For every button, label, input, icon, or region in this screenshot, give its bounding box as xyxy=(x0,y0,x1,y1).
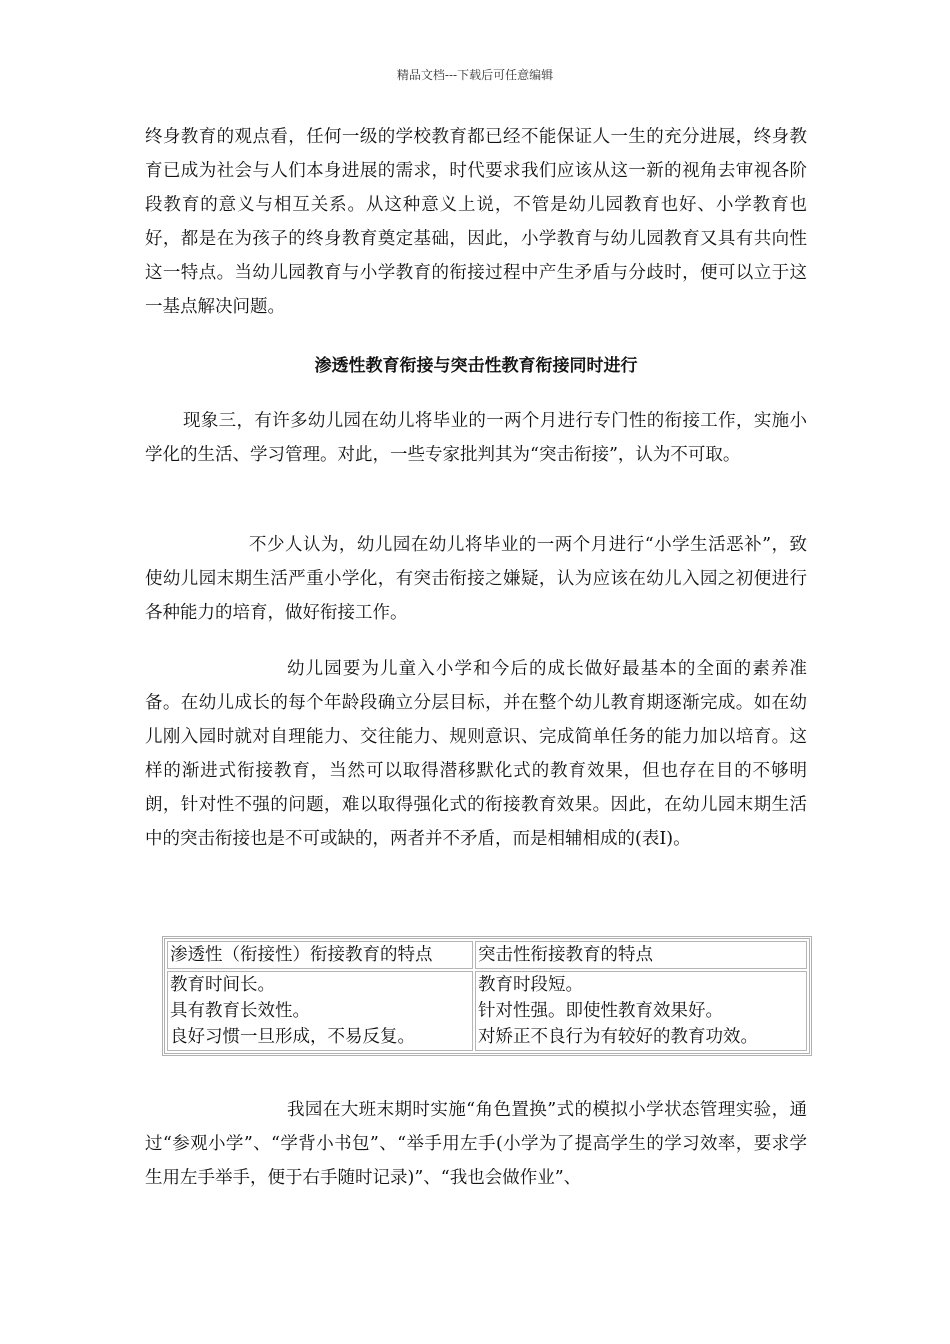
paragraph-phenomenon-three: 现象三，有许多幼儿园在幼儿将毕业的一两个月进行专门性的衔接工作，实施小学化的生活、学习管理。对此，一些专家批判其为“突击衔接”，认为不可取。 xyxy=(145,411,807,465)
table-cell xyxy=(475,971,807,1051)
table-cell xyxy=(167,971,473,1051)
table-header-row xyxy=(167,941,807,969)
section-heading: 渗透性教育衔接与突击性教育衔接同时进行 xyxy=(314,356,638,376)
cell-line: 教育时段短。 xyxy=(478,975,583,995)
paragraph-opinion: 不少人认为，幼儿园在幼儿将毕业的一两个月进行“小学生活恶补”，致使幼儿园末期生活严重小学化，有突击衔接之嫌疑，认为应该在幼儿入园之初便进行各种能力的培育，做好衔接工作。 xyxy=(145,535,807,623)
cell-line: 针对性强。即使性教育效果好。 xyxy=(478,1001,723,1021)
cell-line: 良好习惯一旦形成，不易反复。 xyxy=(170,1027,415,1047)
cell-line: 对矫正不良行为有较好的教育功效。 xyxy=(478,1027,758,1047)
paragraph-lifelong-education: 终身教育的观点看，任何一级的学校教育都已经不能保证人一生的充分进展，终身教育已成为社会与人们本身进展的需求，时代要求我们应该从这一新的视角去审视各阶段教育的意义与相互关系。从这种意义上说，不管是幼儿园教育也好、小学教育也好，都是在为孩子的终身教育奠定基础，因此，小学教育与幼儿园教育又具有共向性这一特点。当幼儿园教育与小学教育的衔接过程中产生矛盾与分歧时，便可以立于这一基点解决问题。 xyxy=(145,127,807,317)
page-header: 精品文档---下载后可任意编辑 xyxy=(396,68,554,82)
table-header-cell: 渗透性（衔接性）衔接教育的特点 xyxy=(167,941,473,969)
table-row xyxy=(167,971,807,1051)
paragraph-kindergarten-preparation: 幼儿园要为儿童入小学和今后的成长做好最基本的全面的素养准备。在幼儿成长的每个年龄段确立分层目标，并在整个幼儿教育期逐渐完成。如在幼儿刚入园时就对自理能力、交往能力、规则意识、完成简单任务的能力加以培育。这样的渐进式衔接教育，当然可以取得潜移默化式的教育效果，但也存在目的不够明朗，针对性不强的问题，难以取得强化式的衔接教育效果。因此，在幼儿园末期生活中的突击衔接也是不可或缺的，两者并不矛盾，而是相辅相成的(表Ⅰ)。 xyxy=(145,659,807,849)
cell-line: 教育时间长。 xyxy=(170,975,275,995)
cell-line: 具有教育长效性。 xyxy=(170,1001,310,1021)
table-header-cell: 突击性衔接教育的特点 xyxy=(475,941,807,969)
paragraph-role-swap-experiment: 我园在大班末期时实施“角色置换”式的模拟小学状态管理实验，通过“参观小学”、“学背小书包”、“举手用左手(小学为了提高学生的学习效率，要求学生用左手举手，便于右手随时记录)”、“我也会做作业”、 xyxy=(145,1100,807,1188)
comparison-table xyxy=(162,936,812,1056)
